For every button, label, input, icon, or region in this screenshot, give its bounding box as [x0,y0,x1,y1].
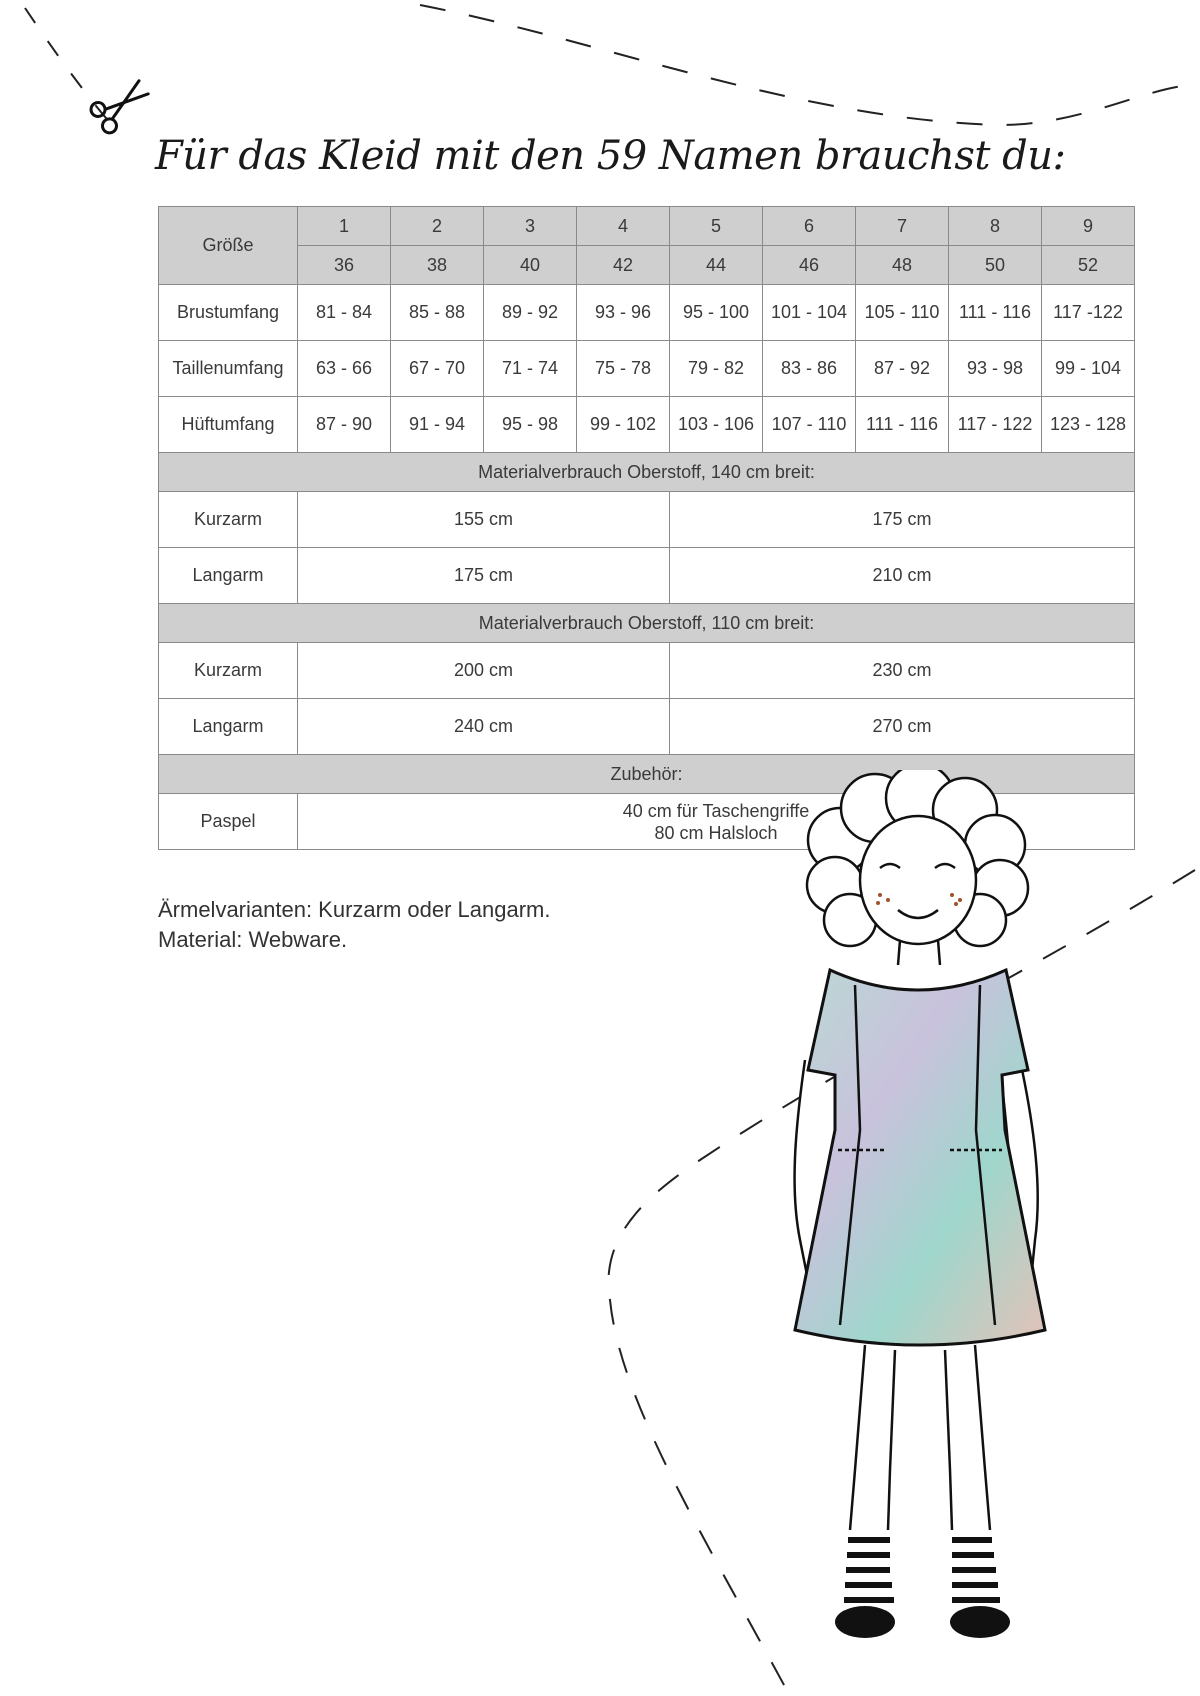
size-eu: 40 [484,246,577,285]
row-label: Hüftumfang [159,397,298,453]
size-number: 7 [856,207,949,246]
size-number: 1 [298,207,391,246]
size-eu: 42 [577,246,670,285]
size-header-label: Größe [159,207,298,285]
size-number: 3 [484,207,577,246]
table-cell: 89 - 92 [484,285,577,341]
table-cell: 87 - 90 [298,397,391,453]
table-cell: 71 - 74 [484,341,577,397]
size-eu: 48 [856,246,949,285]
table-cell: 230 cm [670,643,1135,699]
table-cell: 93 - 98 [949,341,1042,397]
table-cell: 105 - 110 [856,285,949,341]
table-cell: 93 - 96 [577,285,670,341]
table-cell: 103 - 106 [670,397,763,453]
row-label: Paspel [159,794,298,850]
table-cell: 63 - 66 [298,341,391,397]
table-cell: 99 - 102 [577,397,670,453]
table-cell: 117 - 122 [949,397,1042,453]
table-cell: 67 - 70 [391,341,484,397]
section-heading-140: Materialverbrauch Oberstoff, 140 cm breit: [159,453,1135,492]
size-eu: 44 [670,246,763,285]
table-cell: 99 - 104 [1042,341,1135,397]
size-number: 6 [763,207,856,246]
size-number: 5 [670,207,763,246]
table-cell: 111 - 116 [949,285,1042,341]
size-number: 2 [391,207,484,246]
row-label: Taillenumfang [159,341,298,397]
table-cell: 210 cm [670,548,1135,604]
table-row [159,341,1135,397]
table-row [159,699,1135,755]
table-cell: 79 - 82 [670,341,763,397]
table-row [159,643,1135,699]
table-cell: 101 - 104 [763,285,856,341]
size-table [158,206,1135,850]
row-label: Langarm [159,548,298,604]
size-number: 8 [949,207,1042,246]
table-cell: 95 - 98 [484,397,577,453]
table-cell: 117 -122 [1042,285,1135,341]
page-title: Für das Kleid mit den 59 Namen brauchst du: [155,133,1066,179]
size-eu: 36 [298,246,391,285]
table-cell: 111 - 116 [856,397,949,453]
table-row [159,548,1135,604]
dress-illustration [780,770,1080,1690]
sleeve-variants-note: Ärmelvarianten: Kurzarm oder Langarm. [158,897,551,922]
section-heading-110: Materialverbrauch Oberstoff, 110 cm breit: [159,604,1135,643]
table-cell: 87 - 92 [856,341,949,397]
material-note: Material: Webware. [158,927,348,952]
table-cell: 175 cm [298,548,670,604]
table-cell: 107 - 110 [763,397,856,453]
notes [158,895,551,955]
table-row [159,492,1135,548]
table-cell: 83 - 86 [763,341,856,397]
size-eu: 46 [763,246,856,285]
table-cell: 91 - 94 [391,397,484,453]
table-cell: 155 cm [298,492,670,548]
table-cell: 175 cm [670,492,1135,548]
scissors-icon [88,75,154,136]
row-label: Kurzarm [159,643,298,699]
size-eu: 38 [391,246,484,285]
section-heading-accessories: Zubehör: [159,755,1135,794]
accessory-line-2: 80 cm Halsloch [654,822,778,843]
table-row [159,285,1135,341]
size-eu: 52 [1042,246,1135,285]
table-cell: 200 cm [298,643,670,699]
size-eu: 50 [949,246,1042,285]
table-cell: 85 - 88 [391,285,484,341]
table-cell: 123 - 128 [1042,397,1135,453]
row-label: Kurzarm [159,492,298,548]
table-cell: 270 cm [670,699,1135,755]
table-cell: 75 - 78 [577,341,670,397]
row-label: Brustumfang [159,285,298,341]
accessory-line-1: 40 cm für Taschengriffe [622,800,810,821]
size-number: 4 [577,207,670,246]
table-cell: 240 cm [298,699,670,755]
table-cell: 81 - 84 [298,285,391,341]
size-number: 9 [1042,207,1135,246]
table-cell: 95 - 100 [670,285,763,341]
row-label: Langarm [159,699,298,755]
table-row [159,397,1135,453]
